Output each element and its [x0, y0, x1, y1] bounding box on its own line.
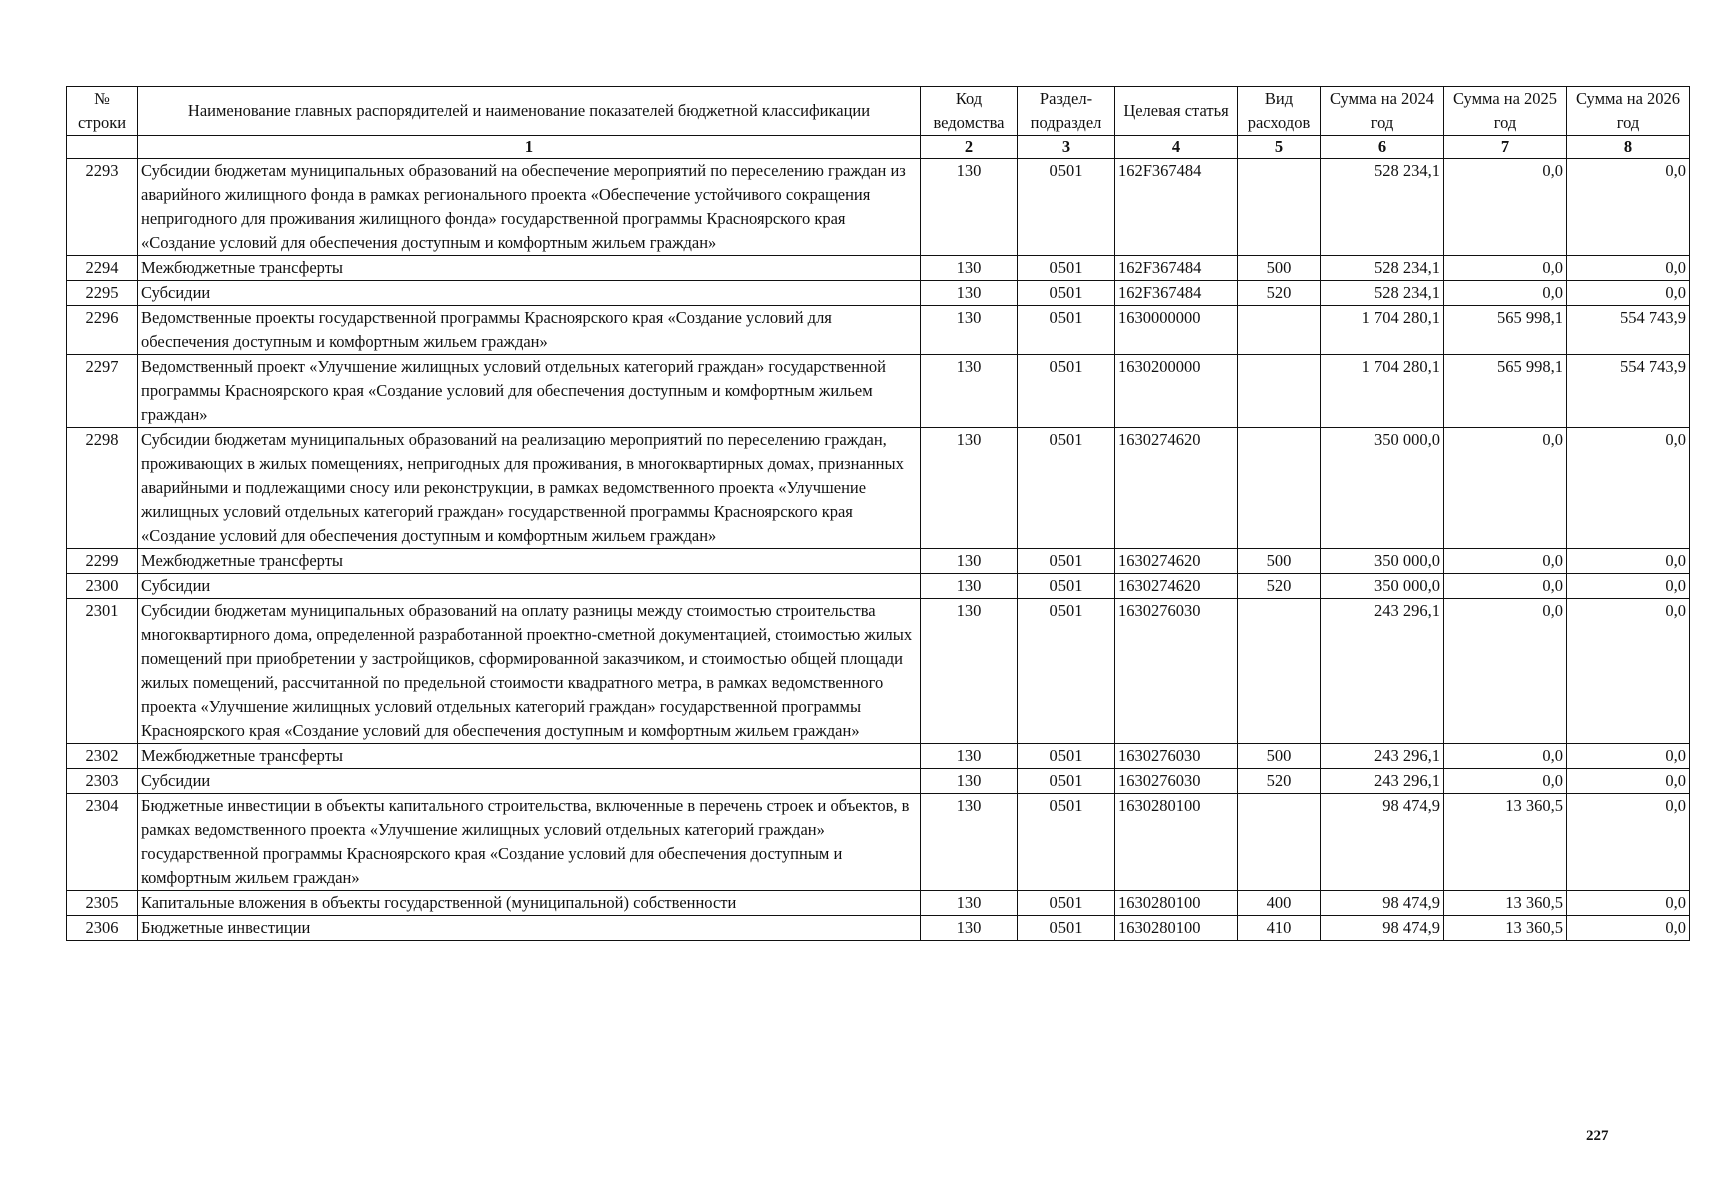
table-row [67, 549, 1690, 574]
row-name: Субсидии [138, 281, 921, 306]
row-department-code: 130 [921, 744, 1018, 769]
row-expense-type: 500 [1238, 744, 1321, 769]
row-section: 0501 [1018, 769, 1115, 794]
column-number: 2 [921, 136, 1018, 159]
row-section: 0501 [1018, 306, 1115, 355]
row-section: 0501 [1018, 794, 1115, 891]
row-sum-2025: 13 360,5 [1444, 916, 1567, 941]
row-name: Межбюджетные трансферты [138, 744, 921, 769]
table-row [67, 769, 1690, 794]
row-target-article: 1630276030 [1115, 599, 1238, 744]
header-name: Наименование главных распорядителей и наименование показателей бюджетной классификации [138, 87, 921, 136]
row-expense-type [1238, 794, 1321, 891]
row-expense-type: 520 [1238, 281, 1321, 306]
row-sum-2026: 0,0 [1567, 281, 1690, 306]
row-expense-type [1238, 306, 1321, 355]
row-expense-type: 520 [1238, 769, 1321, 794]
row-number: 2299 [67, 549, 138, 574]
row-sum-2024: 98 474,9 [1321, 916, 1444, 941]
row-department-code: 130 [921, 891, 1018, 916]
header-row [67, 87, 1690, 136]
row-sum-2025: 13 360,5 [1444, 794, 1567, 891]
page-number: 227 [1586, 1128, 1609, 1144]
table-row [67, 256, 1690, 281]
row-name: Ведомственный проект «Улучшение жилищных условий отдельных категорий граждан» государственной программы Красноярского края «Создание условий для обеспечения доступным и комфортным жильем граждан» [138, 355, 921, 428]
row-number: 2305 [67, 891, 138, 916]
row-department-code: 130 [921, 256, 1018, 281]
row-number: 2303 [67, 769, 138, 794]
row-sum-2026: 0,0 [1567, 549, 1690, 574]
row-number: 2294 [67, 256, 138, 281]
row-number: 2306 [67, 916, 138, 941]
row-expense-type: 500 [1238, 256, 1321, 281]
row-section: 0501 [1018, 281, 1115, 306]
row-department-code: 130 [921, 306, 1018, 355]
table-row [67, 306, 1690, 355]
row-number: 2304 [67, 794, 138, 891]
row-sum-2026: 554 743,9 [1567, 306, 1690, 355]
row-name: Субсидии [138, 574, 921, 599]
row-section: 0501 [1018, 355, 1115, 428]
header-target-article: Целевая статья [1115, 87, 1238, 136]
table-body [67, 159, 1690, 941]
row-department-code: 130 [921, 355, 1018, 428]
row-name: Межбюджетные трансферты [138, 549, 921, 574]
table-row [67, 744, 1690, 769]
row-sum-2026: 0,0 [1567, 574, 1690, 599]
row-sum-2025: 565 998,1 [1444, 355, 1567, 428]
table-row [67, 159, 1690, 256]
row-sum-2025: 0,0 [1444, 744, 1567, 769]
row-sum-2026: 0,0 [1567, 769, 1690, 794]
budget-table [66, 86, 1690, 941]
row-sum-2025: 0,0 [1444, 281, 1567, 306]
row-section: 0501 [1018, 159, 1115, 256]
row-department-code: 130 [921, 794, 1018, 891]
row-number: 2295 [67, 281, 138, 306]
table-row [67, 916, 1690, 941]
row-number: 2293 [67, 159, 138, 256]
table-header [67, 87, 1690, 159]
row-name: Субсидии бюджетам муниципальных образований на обеспечение мероприятий по переселению граждан из аварийного жилищного фонда в рамках регионального проекта «Обеспечение устойчивого сокращения непригодного для проживания жилищного фонда» государственной программы Красноярского края «Создание условий для обеспечения доступным и комфортным жильем граждан» [138, 159, 921, 256]
row-expense-type [1238, 599, 1321, 744]
row-target-article: 1630200000 [1115, 355, 1238, 428]
row-sum-2024: 243 296,1 [1321, 744, 1444, 769]
row-name: Бюджетные инвестиции в объекты капитального строительства, включенные в перечень строек и объектов, в рамках ведомственного проекта «Улучшение жилищных условий отдельных категорий граждан» государственной программы Красноярского края «Создание условий для обеспечения доступным и комфортным жильем граждан» [138, 794, 921, 891]
row-target-article: 1630280100 [1115, 891, 1238, 916]
row-expense-type: 400 [1238, 891, 1321, 916]
row-target-article: 1630000000 [1115, 306, 1238, 355]
row-sum-2026: 0,0 [1567, 599, 1690, 744]
row-target-article: 1630276030 [1115, 769, 1238, 794]
row-number: 2300 [67, 574, 138, 599]
row-sum-2024: 528 234,1 [1321, 159, 1444, 256]
row-department-code: 130 [921, 599, 1018, 744]
row-department-code: 130 [921, 916, 1018, 941]
header-sum-2024: Сумма на 2024 год [1321, 87, 1444, 136]
row-sum-2024: 528 234,1 [1321, 281, 1444, 306]
row-target-article: 1630274620 [1115, 549, 1238, 574]
row-sum-2025: 0,0 [1444, 256, 1567, 281]
row-sum-2024: 1 704 280,1 [1321, 306, 1444, 355]
row-number: 2302 [67, 744, 138, 769]
header-row-number: № строки [67, 87, 138, 136]
row-department-code: 130 [921, 159, 1018, 256]
row-sum-2024: 350 000,0 [1321, 428, 1444, 549]
header-section: Раздел-подраздел [1018, 87, 1115, 136]
row-department-code: 130 [921, 549, 1018, 574]
row-name: Бюджетные инвестиции [138, 916, 921, 941]
row-sum-2025: 0,0 [1444, 769, 1567, 794]
header-expense-type: Вид расходов [1238, 87, 1321, 136]
row-sum-2026: 0,0 [1567, 794, 1690, 891]
row-sum-2025: 0,0 [1444, 549, 1567, 574]
table-row [67, 794, 1690, 891]
row-name: Межбюджетные трансферты [138, 256, 921, 281]
row-sum-2026: 0,0 [1567, 428, 1690, 549]
header-sum-2025: Сумма на 2025 год [1444, 87, 1567, 136]
table-row [67, 574, 1690, 599]
row-name: Субсидии [138, 769, 921, 794]
column-number [67, 136, 138, 159]
column-number: 3 [1018, 136, 1115, 159]
row-section: 0501 [1018, 574, 1115, 599]
row-sum-2024: 243 296,1 [1321, 769, 1444, 794]
row-expense-type [1238, 159, 1321, 256]
row-department-code: 130 [921, 428, 1018, 549]
row-expense-type: 520 [1238, 574, 1321, 599]
row-target-article: 162F367484 [1115, 256, 1238, 281]
row-sum-2026: 0,0 [1567, 744, 1690, 769]
table-row [67, 891, 1690, 916]
row-sum-2025: 0,0 [1444, 428, 1567, 549]
table-row [67, 355, 1690, 428]
row-sum-2024: 1 704 280,1 [1321, 355, 1444, 428]
row-department-code: 130 [921, 769, 1018, 794]
row-sum-2025: 0,0 [1444, 599, 1567, 744]
row-target-article: 1630280100 [1115, 916, 1238, 941]
column-number: 6 [1321, 136, 1444, 159]
row-number: 2301 [67, 599, 138, 744]
row-target-article: 1630274620 [1115, 574, 1238, 599]
row-sum-2025: 0,0 [1444, 159, 1567, 256]
row-target-article: 1630276030 [1115, 744, 1238, 769]
row-section: 0501 [1018, 428, 1115, 549]
row-sum-2024: 350 000,0 [1321, 549, 1444, 574]
row-expense-type: 410 [1238, 916, 1321, 941]
row-section: 0501 [1018, 599, 1115, 744]
header-sum-2026: Сумма на 2026 год [1567, 87, 1690, 136]
row-department-code: 130 [921, 574, 1018, 599]
row-sum-2024: 528 234,1 [1321, 256, 1444, 281]
column-number-row [67, 136, 1690, 159]
row-target-article: 1630274620 [1115, 428, 1238, 549]
row-sum-2026: 0,0 [1567, 256, 1690, 281]
row-target-article: 1630280100 [1115, 794, 1238, 891]
row-sum-2025: 565 998,1 [1444, 306, 1567, 355]
row-sum-2025: 0,0 [1444, 574, 1567, 599]
column-number: 8 [1567, 136, 1690, 159]
row-section: 0501 [1018, 891, 1115, 916]
row-section: 0501 [1018, 916, 1115, 941]
row-sum-2026: 554 743,9 [1567, 355, 1690, 428]
table-row [67, 599, 1690, 744]
row-expense-type: 500 [1238, 549, 1321, 574]
row-name: Ведомственные проекты государственной программы Красноярского края «Создание условий для обеспечения доступным и комфортным жильем граждан» [138, 306, 921, 355]
column-number: 7 [1444, 136, 1567, 159]
row-section: 0501 [1018, 549, 1115, 574]
row-sum-2024: 98 474,9 [1321, 794, 1444, 891]
row-target-article: 162F367484 [1115, 159, 1238, 256]
column-number: 4 [1115, 136, 1238, 159]
row-section: 0501 [1018, 744, 1115, 769]
row-department-code: 130 [921, 281, 1018, 306]
row-target-article: 162F367484 [1115, 281, 1238, 306]
row-sum-2026: 0,0 [1567, 891, 1690, 916]
row-sum-2024: 98 474,9 [1321, 891, 1444, 916]
row-sum-2024: 243 296,1 [1321, 599, 1444, 744]
row-name: Субсидии бюджетам муниципальных образований на оплату разницы между стоимостью строительства многоквартирного дома, определенной разработанной проектно-сметной документацией, стоимостью жилых помещений при приобретении у застройщиков, сформированной заказчиком, и стоимостью общей площади жилых помещений, рассчитанной по предельной стоимости квадратного метра, в рамках ведомственного проекта «Улучшение жилищных условий отдельных категорий граждан» государственной программы Красноярского края «Создание условий для обеспечения доступным и комфортным жильем граждан» [138, 599, 921, 744]
row-name: Капитальные вложения в объекты государственной (муниципальной) собственности [138, 891, 921, 916]
header-department-code: Код ведомства [921, 87, 1018, 136]
row-expense-type [1238, 428, 1321, 549]
row-section: 0501 [1018, 256, 1115, 281]
table-row [67, 281, 1690, 306]
row-expense-type [1238, 355, 1321, 428]
row-sum-2024: 350 000,0 [1321, 574, 1444, 599]
table-row [67, 428, 1690, 549]
row-name: Субсидии бюджетам муниципальных образований на реализацию мероприятий по переселению граждан, проживающих в жилых помещениях, непригодных для проживания, в многоквартирных домах, признанных аварийными и подлежащими сносу или реконструкции, в рамках ведомственного проекта «Улучшение жилищных условий отдельных категорий граждан» государственной программы Красноярского края «Создание условий для обеспечения доступным и комфортным жильем граждан» [138, 428, 921, 549]
column-number: 5 [1238, 136, 1321, 159]
column-number: 1 [138, 136, 921, 159]
row-sum-2025: 13 360,5 [1444, 891, 1567, 916]
row-number: 2298 [67, 428, 138, 549]
row-sum-2026: 0,0 [1567, 916, 1690, 941]
row-number: 2297 [67, 355, 138, 428]
row-sum-2026: 0,0 [1567, 159, 1690, 256]
row-number: 2296 [67, 306, 138, 355]
